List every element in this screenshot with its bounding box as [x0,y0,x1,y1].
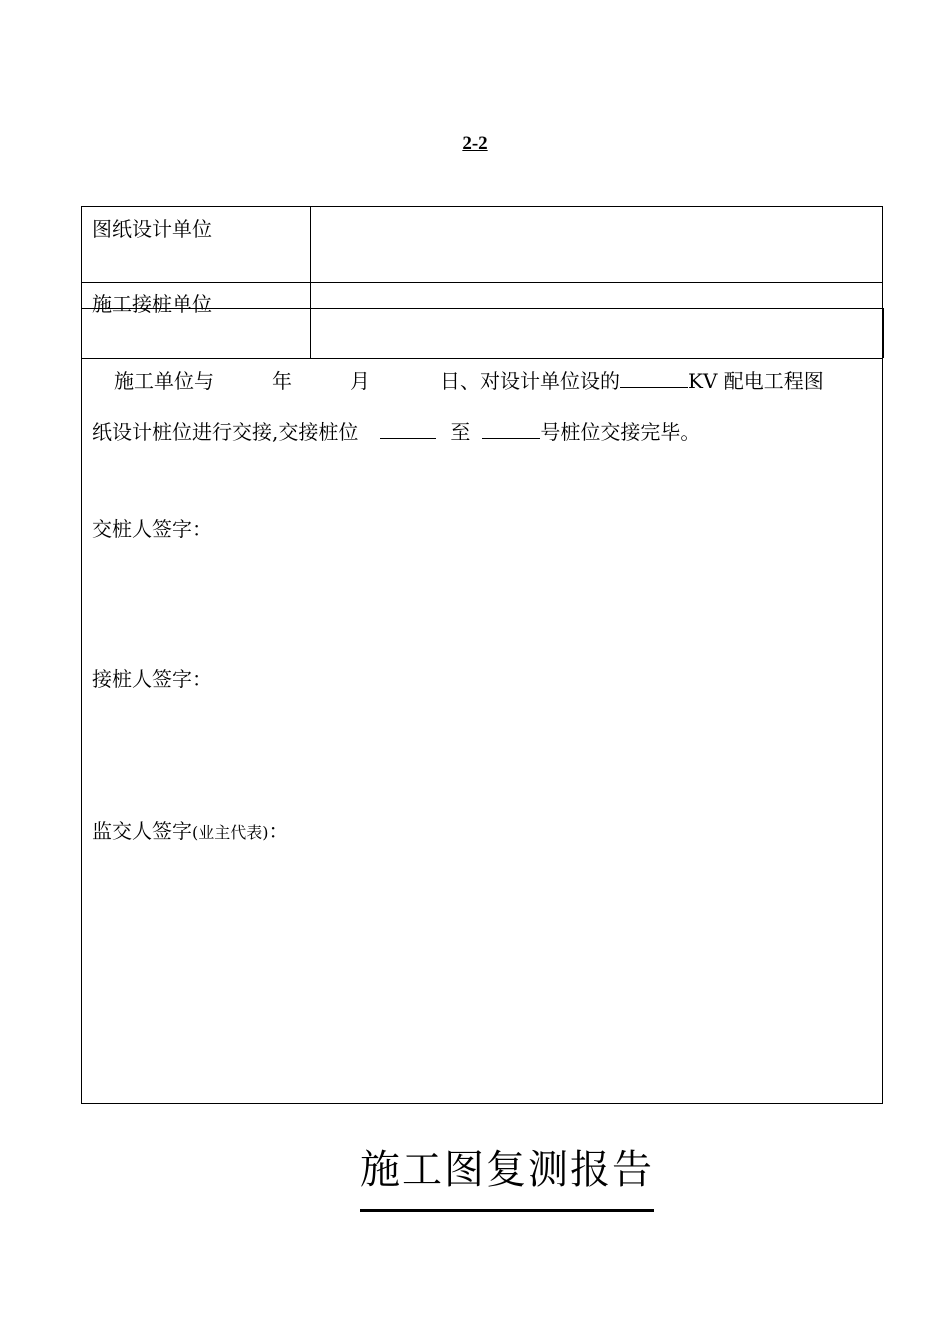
statement-line-1-part-1: 施工单位与 [114,369,214,393]
statement-line-2-part-3: 号桩位交接完毕。 [540,420,701,444]
end-pile-blank[interactable] [482,416,540,439]
statement-line-1 [114,365,824,395]
page-number: 2-2 [462,133,488,154]
supervisor-note: (业主代表) [192,823,269,842]
statement-line-2 [92,416,700,446]
row-divider-3 [82,358,882,359]
construction-unit-label: 施工接桩单位 [92,292,212,316]
receiver-signature-label: 接桩人签字： [92,667,212,691]
year-label: 年 [272,369,292,393]
supervisor-signature-text: 监交人签字 [92,819,192,843]
design-unit-value[interactable] [312,208,882,281]
supervisor-colon: ： [268,819,289,843]
start-pile-blank[interactable] [380,416,436,439]
statement-line-1-part-2: 日、对设计单位设的 [440,369,620,393]
design-unit-label: 图纸设计单位 [92,217,212,241]
statement-line-2-part-1: 纸设计桩位进行交接,交接桩位 [92,420,359,444]
row-divider-1 [82,282,882,283]
month-label: 月 [350,369,370,393]
statement-line-1-part-3: KV 配电工程图 [688,369,824,393]
right-edge-line [883,308,884,358]
next-section-title: 施工图复测报告 [360,1147,654,1193]
to-label: 至 [450,420,471,444]
handover-signature-label: 交桩人签字： [92,517,212,541]
voltage-blank[interactable] [620,365,688,388]
handover-form-table [81,206,883,1104]
supervisor-signature-label [92,818,289,846]
construction-unit-value[interactable] [312,309,882,357]
title-underline [360,1209,654,1212]
